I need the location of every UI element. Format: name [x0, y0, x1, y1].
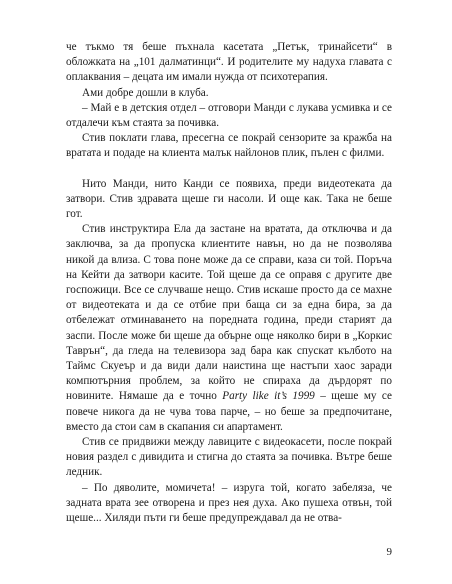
page-body	[66, 40, 392, 526]
paragraph: Стив се придвижи между лавиците с видеокасети, после покрай новия раздел с дивидита и стигна до стаята за почивка. Вътре беше ледник.	[66, 436, 392, 479]
paragraph: – Май е в детския отдел – отговори Манди с лукава усмивка и се отдалечи към стаята за почивка.	[66, 101, 392, 130]
paragraph: – По дяволите, момичета! – изруга той, когато забеляза, че задната врата зее отворена и през нея духа. Ако пушеха отвън, той щеше... Хиляди пъти ги беше предупреждавал да не отва-	[66, 481, 392, 525]
page-number: 9	[386, 546, 392, 558]
paragraph-text: Стив инструктира Ела да застане на вратата, да отключва и да заключва, за да пропуска клиентите навън, но да не позволява никой да влиза. С това поне може да се справи, каза си той. Поръча на Кейти да затвори касите. Той щеше да се оправя с другите две госпожици. Все се случваше нещо. Стив искаше просто да се махне от видеотеката и да се отбие при баща си за една бира, за да отбележат отминаването на поредната година, преди старият да заспи. После може би щеше да обърне още няколко бири в „Коркис Таврън“, да гледа на телевизора зад бара как спускат кълбото на Таймс Скуеър и да види дали наистина ще настъпи хаос заради компютърния проблем, за който не спираха да дърдорят по новините. Нямаше да е точно	[66, 223, 392, 403]
paragraph-text: – щеше му се повече никога да не чува това парче, – но беше за предпочитане, вместо да стои сам в скапания си апартамент.	[66, 390, 392, 433]
song-title: Party like it’s 1999	[222, 390, 315, 403]
paragraph: че тъкмо тя беше пъхнала касетата „Петък, тринайсети“ в обложката на „101 далматинци“. И родителите му надуха главата с оплаквания – децата им имали нужда от психотерапия.	[66, 41, 392, 84]
paragraph: Стив поклати глава, пресегна се покрай сензорите за кражба на вратата и подаде на клиента малък найлонов плик, пълен с филми.	[66, 132, 392, 160]
paragraph	[66, 222, 392, 435]
paragraph: Нито Манди, нито Канди се появиха, преди видеотеката да затвори. Стив здравата щеше ги насоли. И още как. Така не беше гот.	[66, 177, 392, 221]
section-break	[66, 162, 392, 177]
paragraph: Ами добре дошли в клуба.	[82, 86, 209, 99]
